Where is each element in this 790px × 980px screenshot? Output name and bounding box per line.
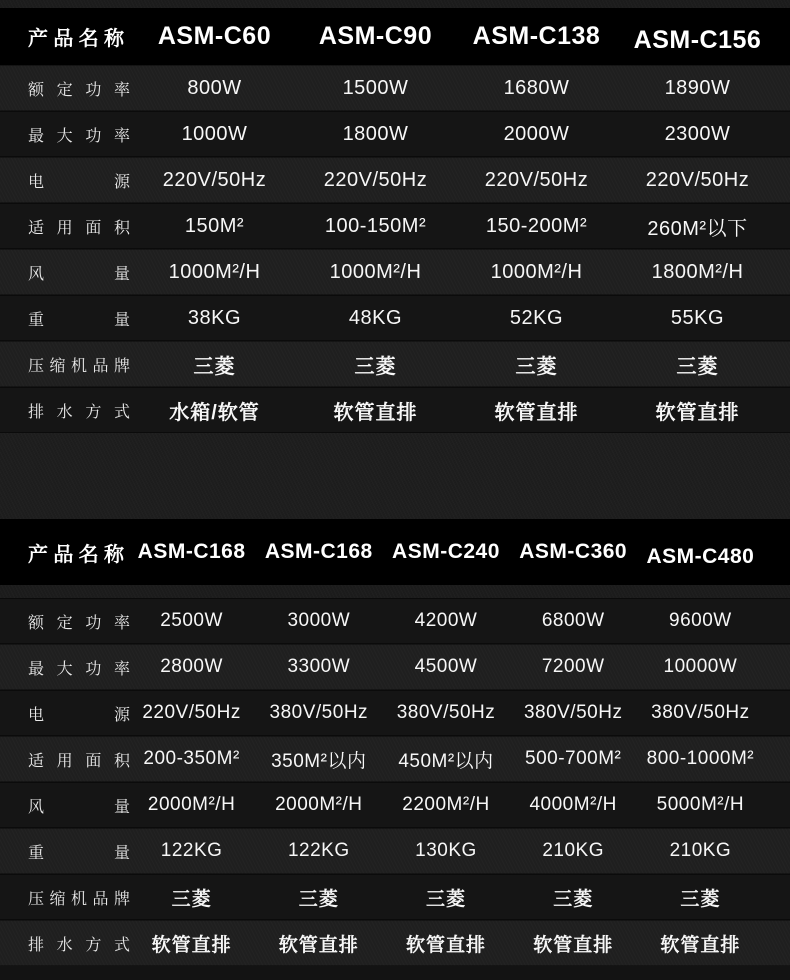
product-name: ASM-C90 [318,22,433,50]
header-label [0,22,134,51]
spec-value: 2000W [503,122,570,145]
row-label-text: 风量 [28,798,130,816]
spec-value: 三菱 [676,355,719,378]
product-name: ASM-C168 [264,540,373,563]
spec-table-1 [0,8,790,433]
table-row [0,874,790,920]
spec-value: 200-350M² [143,748,240,769]
spec-value: 800-1000M² [646,748,755,769]
spec-value: 1890W [664,76,731,99]
spec-value: 1000W [181,122,248,145]
row-label-text: 最大功率 [28,660,130,678]
row-label [0,656,128,679]
row-label-text: 电源 [28,706,130,724]
row-label-text: 重量 [28,311,130,329]
table-row [0,249,790,295]
spec-value: 软管直排 [333,401,418,424]
spec-value: 1000M²/H [490,260,583,283]
spec-value: 55KG [670,306,725,329]
spec-value: 1500W [342,76,409,99]
row-label [0,610,128,633]
product-name: ASM-C240 [392,540,500,563]
spec-value: 48KG [348,306,403,329]
table-row [0,920,790,966]
table-row [0,736,790,782]
table-row [0,341,790,387]
table-row [0,828,790,874]
spec-value: 2000M²/H [147,794,236,815]
spec-value: 130KG [415,840,477,861]
spec-value: 1800W [342,122,409,145]
row-label-text: 额定功率 [28,81,130,99]
table-row [0,782,790,828]
header-label-text: 产品名称 [28,28,124,50]
spec-value: 2300W [664,122,731,145]
row-label [0,399,134,422]
spec-value: 380V/50Hz [523,702,623,723]
spec-value: 38KG [187,306,242,329]
table-row [0,157,790,203]
row-label [0,169,134,192]
spec-value: 软管直排 [278,934,359,956]
spec-value: 软管直排 [494,401,579,424]
row-label-text: 额定功率 [28,614,130,632]
spec-value: 150-200M² [485,214,588,237]
row-label-text: 排水方式 [28,936,130,954]
spec-value: 1000M²/H [168,260,261,283]
table-row [0,598,790,644]
row-label-text: 最大功率 [28,127,130,145]
spec-value: 2800W [160,656,223,677]
spec-value: 122KG [160,840,223,861]
row-label [0,215,134,238]
row-label-text: 压缩机品牌 [28,357,130,375]
table-divider [0,433,790,519]
spec-value: 三菱 [425,888,466,910]
table-2-body [0,585,790,966]
spec-value: 5000M²/H [656,794,745,815]
row-label [0,123,134,146]
spec-value: 6800W [541,610,605,631]
row-label-text: 适用面积 [28,752,130,770]
spec-value: 三菱 [553,888,594,910]
spec-value: 380V/50Hz [651,702,750,723]
product-name: ASM-C168 [137,540,246,563]
row-label [0,353,134,376]
row-label-text: 压缩机品牌 [28,890,130,908]
spec-value: 软管直排 [660,934,741,956]
row-label-text: 重量 [28,844,130,862]
spec-value: 220V/50Hz [484,168,589,191]
spec-value: 三菱 [298,888,339,910]
header-label-text: 产品名称 [28,543,124,566]
spec-value: 220V/50Hz [645,168,750,191]
spec-value: 软管直排 [655,401,740,424]
bottom-strip [0,966,790,980]
spec-value: 1680W [503,76,570,99]
table-row [0,644,790,690]
spec-value: 220V/50Hz [323,168,428,191]
table-2-header [0,519,790,585]
spec-value: 100-150M² [324,214,427,237]
row-label [0,702,128,725]
row-label [0,261,134,284]
row-label [0,840,128,863]
spec-value: 7200W [541,656,605,677]
row-label [0,748,128,771]
spec-value: 2500W [160,610,223,631]
spec-value: 450M²以内 [398,750,494,772]
product-name: ASM-C360 [519,540,628,563]
spec-value: 122KG [287,840,350,861]
row-label-text: 适用面积 [28,219,130,237]
table-row [0,387,790,433]
table-row [0,690,790,736]
spec-value: 380V/50Hz [269,702,369,723]
spec-value: 10000W [663,656,738,677]
spec-value: 500-700M² [525,748,622,769]
table-row [0,111,790,157]
table-row [0,65,790,111]
row-label-text: 风量 [28,265,130,283]
spec-value: 210KG [542,840,605,861]
spec-value: 3300W [287,656,351,677]
spec-value: 220V/50Hz [142,702,241,723]
spec-value: 210KG [669,840,732,861]
header-label [0,538,128,567]
table-1-header [0,8,790,65]
spec-value: 三菱 [680,888,721,910]
spec-value: 软管直排 [405,934,486,956]
spec-value: 1800M²/H [651,260,744,283]
spec-value: 三菱 [354,355,397,378]
spec-value: 三菱 [515,355,558,378]
spec-value: 4200W [414,610,478,631]
spec-value: 软管直排 [151,934,232,956]
spec-value: 4000M²/H [529,794,617,815]
spec-value: 水箱/软管 [169,401,260,424]
spec-value: 软管直排 [533,934,614,956]
table-row [0,295,790,341]
spec-value: 260M²以下 [647,217,748,240]
spec-value: 380V/50Hz [396,702,496,723]
spec-value: 三菱 [171,888,212,910]
row-label-text: 排水方式 [28,403,130,421]
spec-value: 2000M²/H [275,794,363,815]
product-name: ASM-C156 [633,26,762,54]
row-label [0,307,134,330]
table-row [0,203,790,249]
row-label [0,794,128,817]
spec-value: 350M²以内 [271,750,367,772]
spec-table-2 [0,519,790,966]
product-name: ASM-C138 [472,22,601,50]
spec-value: 三菱 [193,355,236,378]
spec-value: 2200M²/H [402,794,490,815]
row-label [0,886,128,909]
product-name: ASM-C60 [157,22,272,50]
table-1-body [0,65,790,433]
spec-value: 150M² [184,214,245,237]
spec-value: 3000W [287,610,351,631]
spec-value: 220V/50Hz [162,168,267,191]
row-label [0,932,128,955]
spec-value: 4500W [414,656,478,677]
spec-value: 9600W [669,610,732,631]
row-label-text: 电源 [28,173,130,191]
product-name: ASM-C480 [646,545,755,568]
row-label [0,77,134,100]
spec-value: 800W [187,76,242,99]
spec-value: 52KG [509,306,564,329]
spec-value: 1000M²/H [329,260,422,283]
